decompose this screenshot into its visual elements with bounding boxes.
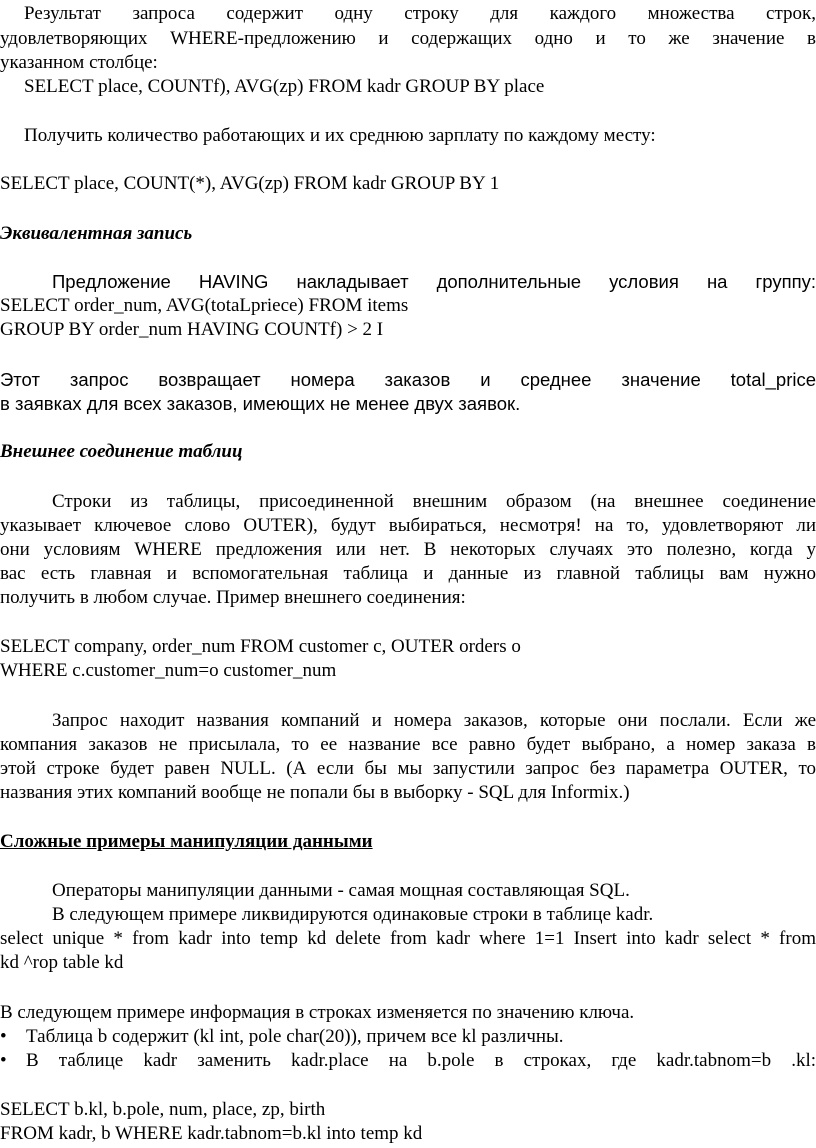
intro-sql-line: SELECT place, COUNTf), AVG(zp) FROM kadr GROUP BY place — [24, 76, 545, 97]
equiv-heading: Эквивалентная запись — [0, 223, 193, 244]
complex-line-2: В следующем примере ликвидируются одинаковые строки в таблице kadr. — [52, 904, 654, 925]
get-count-line: Получить количество работающих и их среднюю зарплату по каждому месту: — [24, 125, 656, 146]
outer-explain-line-2: компания заказов не присылала, то ее название все равно будет выбрано, а номер заказа в — [0, 734, 816, 755]
having-sql-line-2: GROUP BY order_num HAVING COUNTf) > 2 I — [0, 319, 384, 340]
outer-explain-line-1: Запрос находит названия компаний и номера заказов, которые они послали. Если же — [52, 710, 816, 731]
intro-line-2: удовлетворяющих WHERE-предложению и содержащих одно и то же значение в — [0, 28, 816, 49]
bullet-dot-icon: • — [0, 1050, 7, 1071]
complex-line-1: Операторы манипуляции данными - самая мощная составляющая SQL. — [52, 880, 630, 901]
final-sql-line-2: FROM kadr, b WHERE kadr.tabnom=b.kl into temp kd — [0, 1123, 423, 1144]
outer-sql-line-1: SELECT company, order_num FROM customer с, OUTER orders о — [0, 636, 521, 657]
select-group-line: SELECT place, COUNT(*), AVG(zp) FROM kadr GROUP BY 1 — [0, 173, 500, 194]
intro-line-3: указанном столбце: — [0, 52, 158, 73]
bullet-dot-icon: • — [0, 1026, 7, 1047]
bullet-item-2-text: В таблице kadr заменить kadr.place на b.pole в строках, где kadr.tabnom=b .kl: — [26, 1050, 816, 1071]
complex-sql-line-1: select unique * from kadr into temp kd delete from kadr where 1=1 Insert into kadr select * from — [0, 928, 816, 949]
bullet-item-2 — [0, 1049, 816, 1073]
having-explain-line-1: Этот запрос возвращает номера заказов и среднее значение total_price — [0, 369, 816, 390]
final-sql-line-1: SELECT b.kl, b.pole, num, place, zp, birth — [0, 1099, 326, 1120]
outer-para-line-5: получить в любом случае. Пример внешнего соединения: — [0, 587, 466, 608]
intro-line-1: Результат запроса содержит одну строку для каждого множества строк, — [24, 3, 816, 24]
outer-para-line-3: они условиям WHERE предложения или нет. В некоторых случаях это полезно, когда у — [0, 539, 816, 560]
having-explain-line-2: в заявках для всех заказов, имеющих не менее двух заявок. — [0, 393, 521, 414]
bullet-item-1-text: Таблица b содержит (kl int, pole char(20)), причем все kl различны. — [26, 1026, 564, 1047]
outer-para-line-4: вас есть главная и вспомогательная таблица и данные из главной таблицы вам нужно — [0, 563, 816, 584]
having-sql-line-1: SELECT order_num, AVG(totaLpriece) FROM items — [0, 295, 409, 316]
bullet-item-1 — [0, 1025, 816, 1049]
outer-para-line-1: Строки из таблицы, присоединенной внешним образом (на внешнее соединение — [52, 491, 816, 512]
outer-explain-line-4: названия этих компаний вообще не попали бы в выборку - SQL для Informix.) — [0, 782, 630, 803]
having-line-1: Предложение HAVING накладывает дополнительные условия на группу: — [52, 271, 816, 292]
complex-heading: Сложные примеры манипуляции данными — [0, 831, 373, 852]
outer-sql-line-2: WHERE c.customer_num=o customer_num — [0, 660, 337, 681]
outer-heading: Внешнее соединение таблиц — [0, 441, 243, 462]
outer-explain-line-3: этой строке будет равен NULL. (А если бы мы запустили запрос без параметра OUTER, то — [0, 758, 816, 779]
complex-sql-line-2: kd ^rop table kd — [0, 952, 124, 973]
update-intro-line: В следующем примере информация в строках изменяется по значению ключа. — [0, 1002, 635, 1023]
outer-para-line-2: указывает ключевое слово OUTER), будут выбираться, несмотря! на то, удовлетворяют ли — [0, 515, 816, 536]
